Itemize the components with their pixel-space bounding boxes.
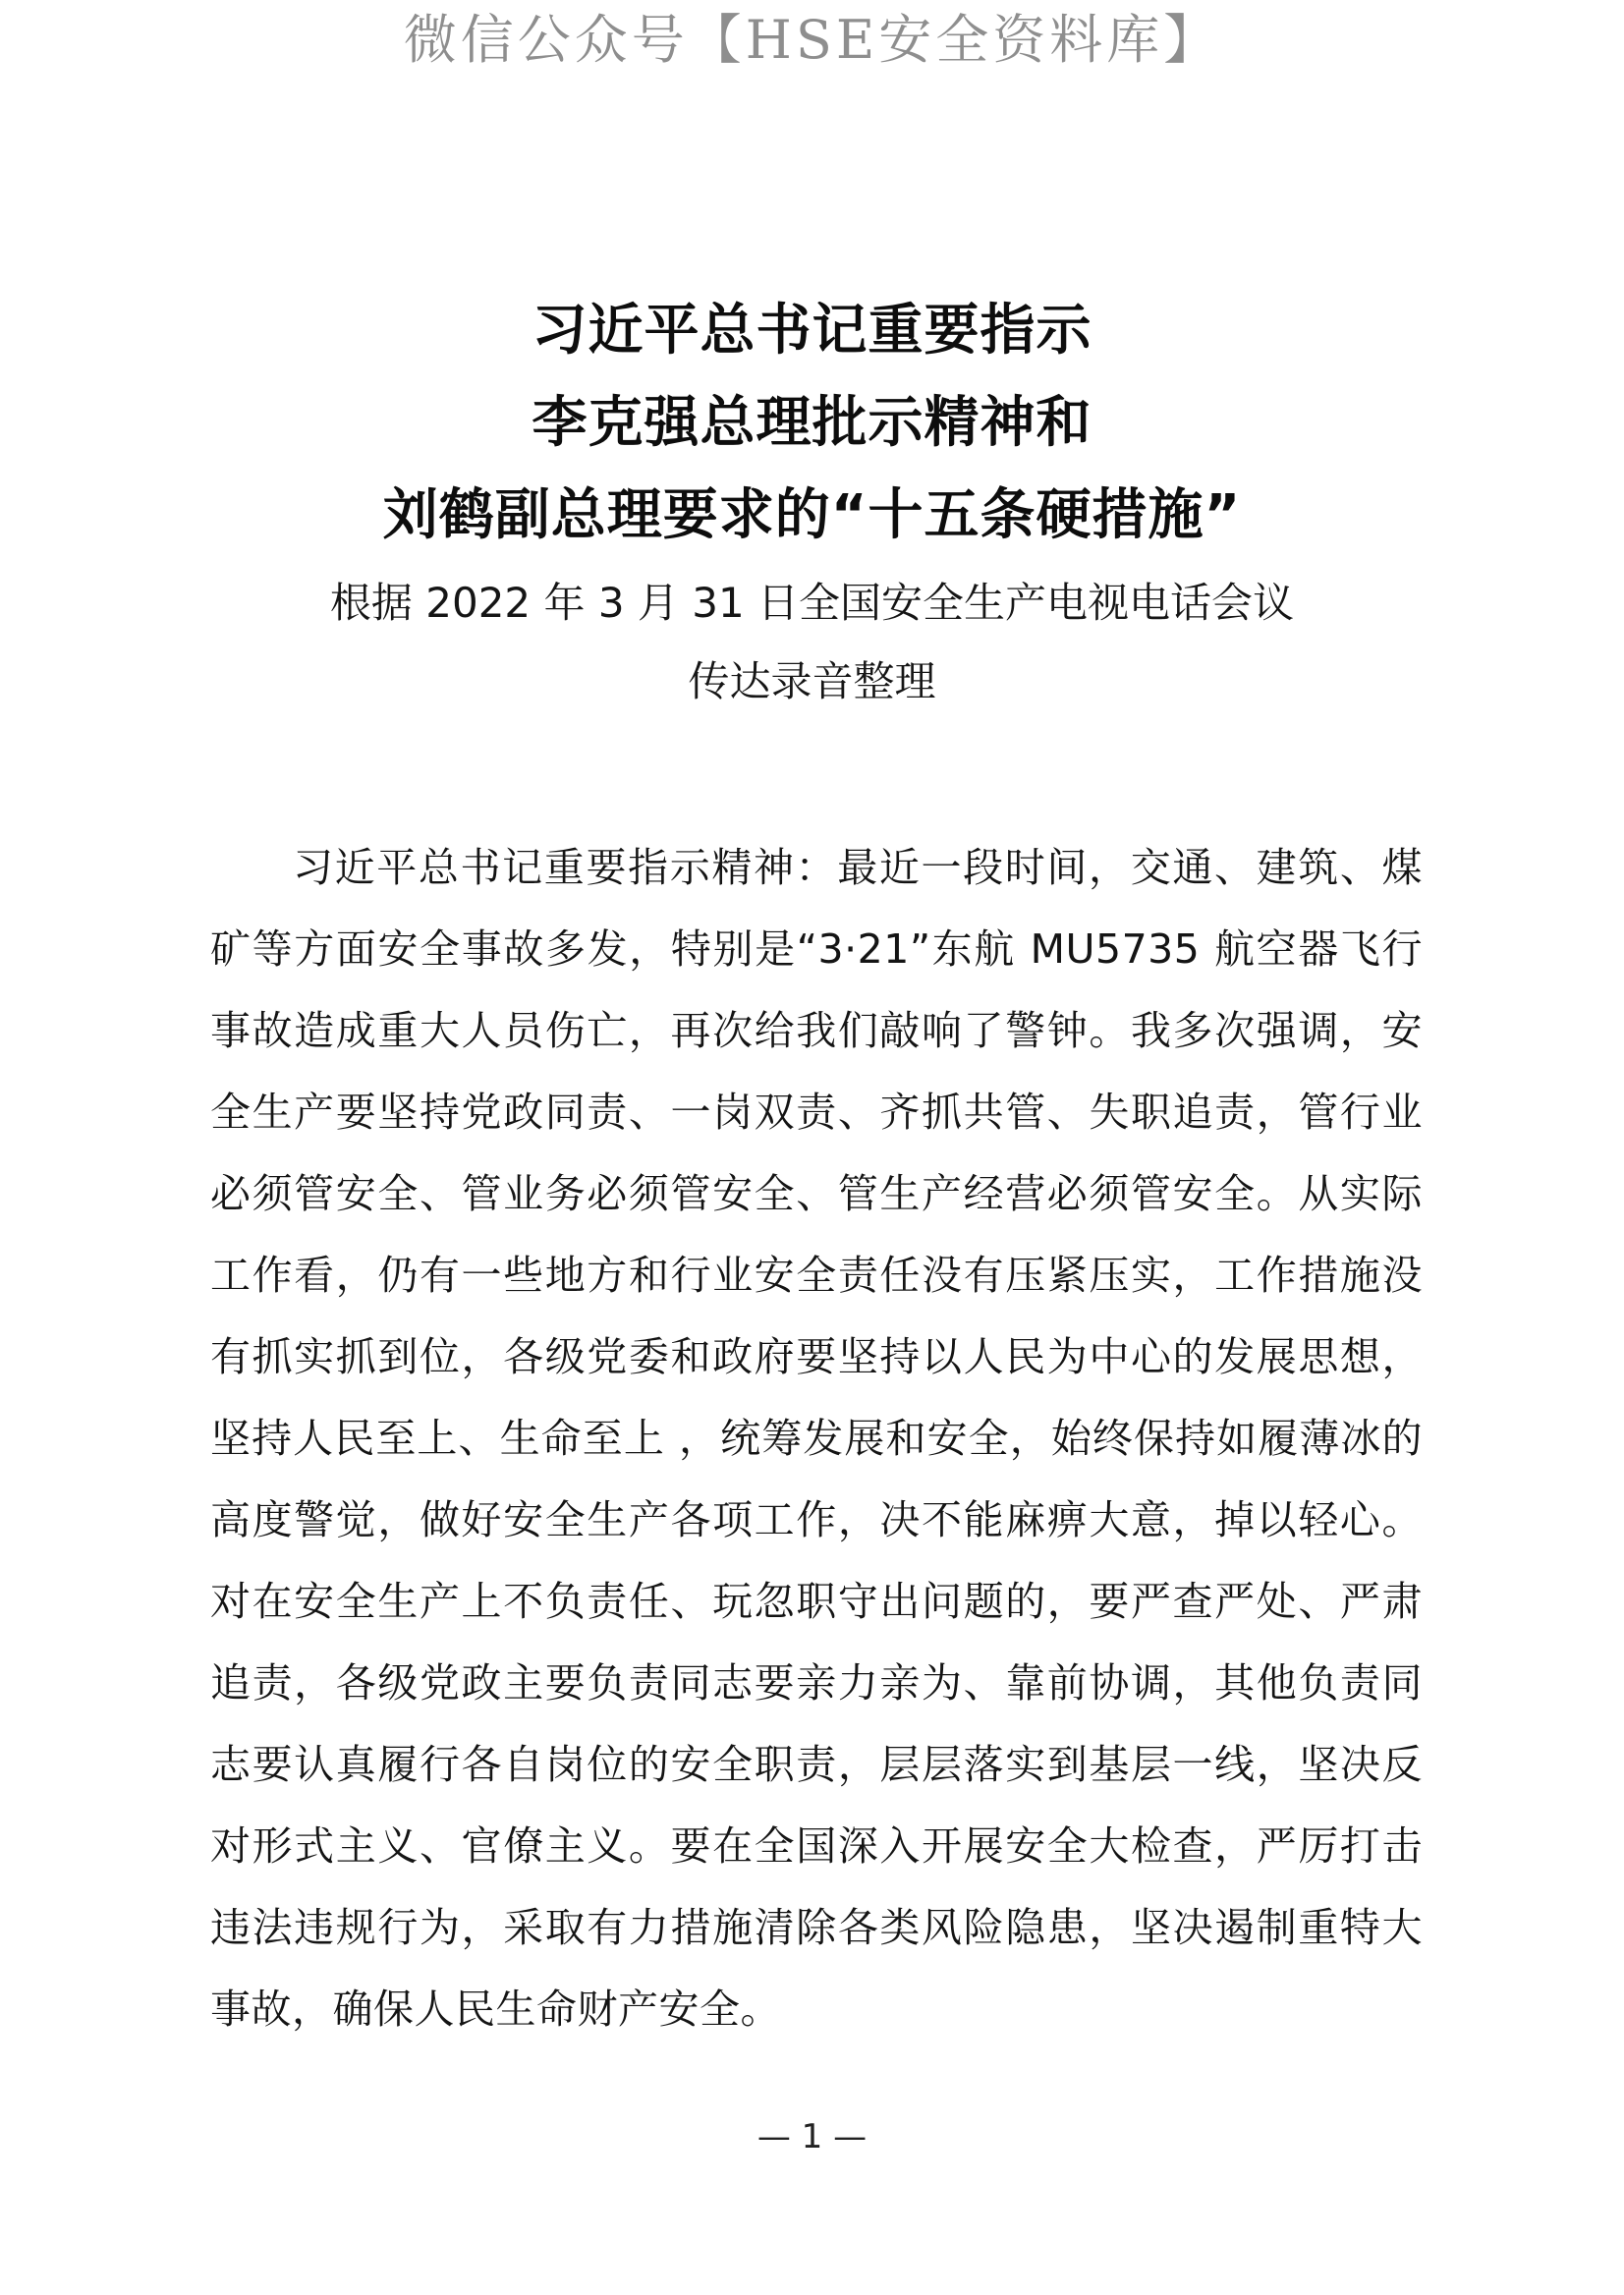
subtitle-line-2: 传达录音整理 — [688, 657, 936, 705]
document-heading — [0, 285, 1624, 721]
title-line-3: 刘鹤副总理要求的“十五条硬措施” — [382, 483, 1242, 547]
title-line-2: 李克强总理批示精神和 — [532, 391, 1092, 455]
subtitle-line-1: 根据 2022 年 3 月 31 日全国安全生产电视电话会议 — [329, 579, 1295, 627]
body-paragraph: 习近平总书记重要指示精神：最近一段时间，交通、建筑、煤矿等方面安全事故多发，特别是“3·21”东航 MU5735 航空器飞行事故造成重大人员伤亡，再次给我们敲响了警钟。我多次强调，安全生产要坚持党政同责、一岗双责、齐抓共管、失职追责，管行业必须管安全、管业务必须管安全、管生产经营必须管安全。从实际工作看，仍有一些地方和行业安全责任没有压紧压实，工作措施没有抓实抓到位，各级党委和政府要坚持以人民为中心的发展思想，坚持人民至上、生命至上 ，统筹发展和安全，始终保持如履薄冰的高度警觉，做好安全生产各项工作，决不能麻痹大意，掉以轻心。对在安全生产上不负责任、玩忽职守出问题的，要严查严处、严肃追责，各级党政主要负责同志要亲力亲为、靠前协调，其他负责同志要认真履行各自岗位的安全职责，层层落实到基层一线，坚决反对形式主义、官僚主义。要在全国深入开展安全大检查，严厉打击违法违规行为，采取有力措施清除各类风险隐患，坚决遏制重特大事故，确保人民生命财产安全。 — [210, 844, 1423, 2033]
watermark: 微信公众号【HSE安全资料库】 — [403, 9, 1221, 71]
page-number: — 1 — — [756, 2117, 868, 2156]
title-line-1: 习近平总书记重要指示 — [532, 299, 1092, 363]
